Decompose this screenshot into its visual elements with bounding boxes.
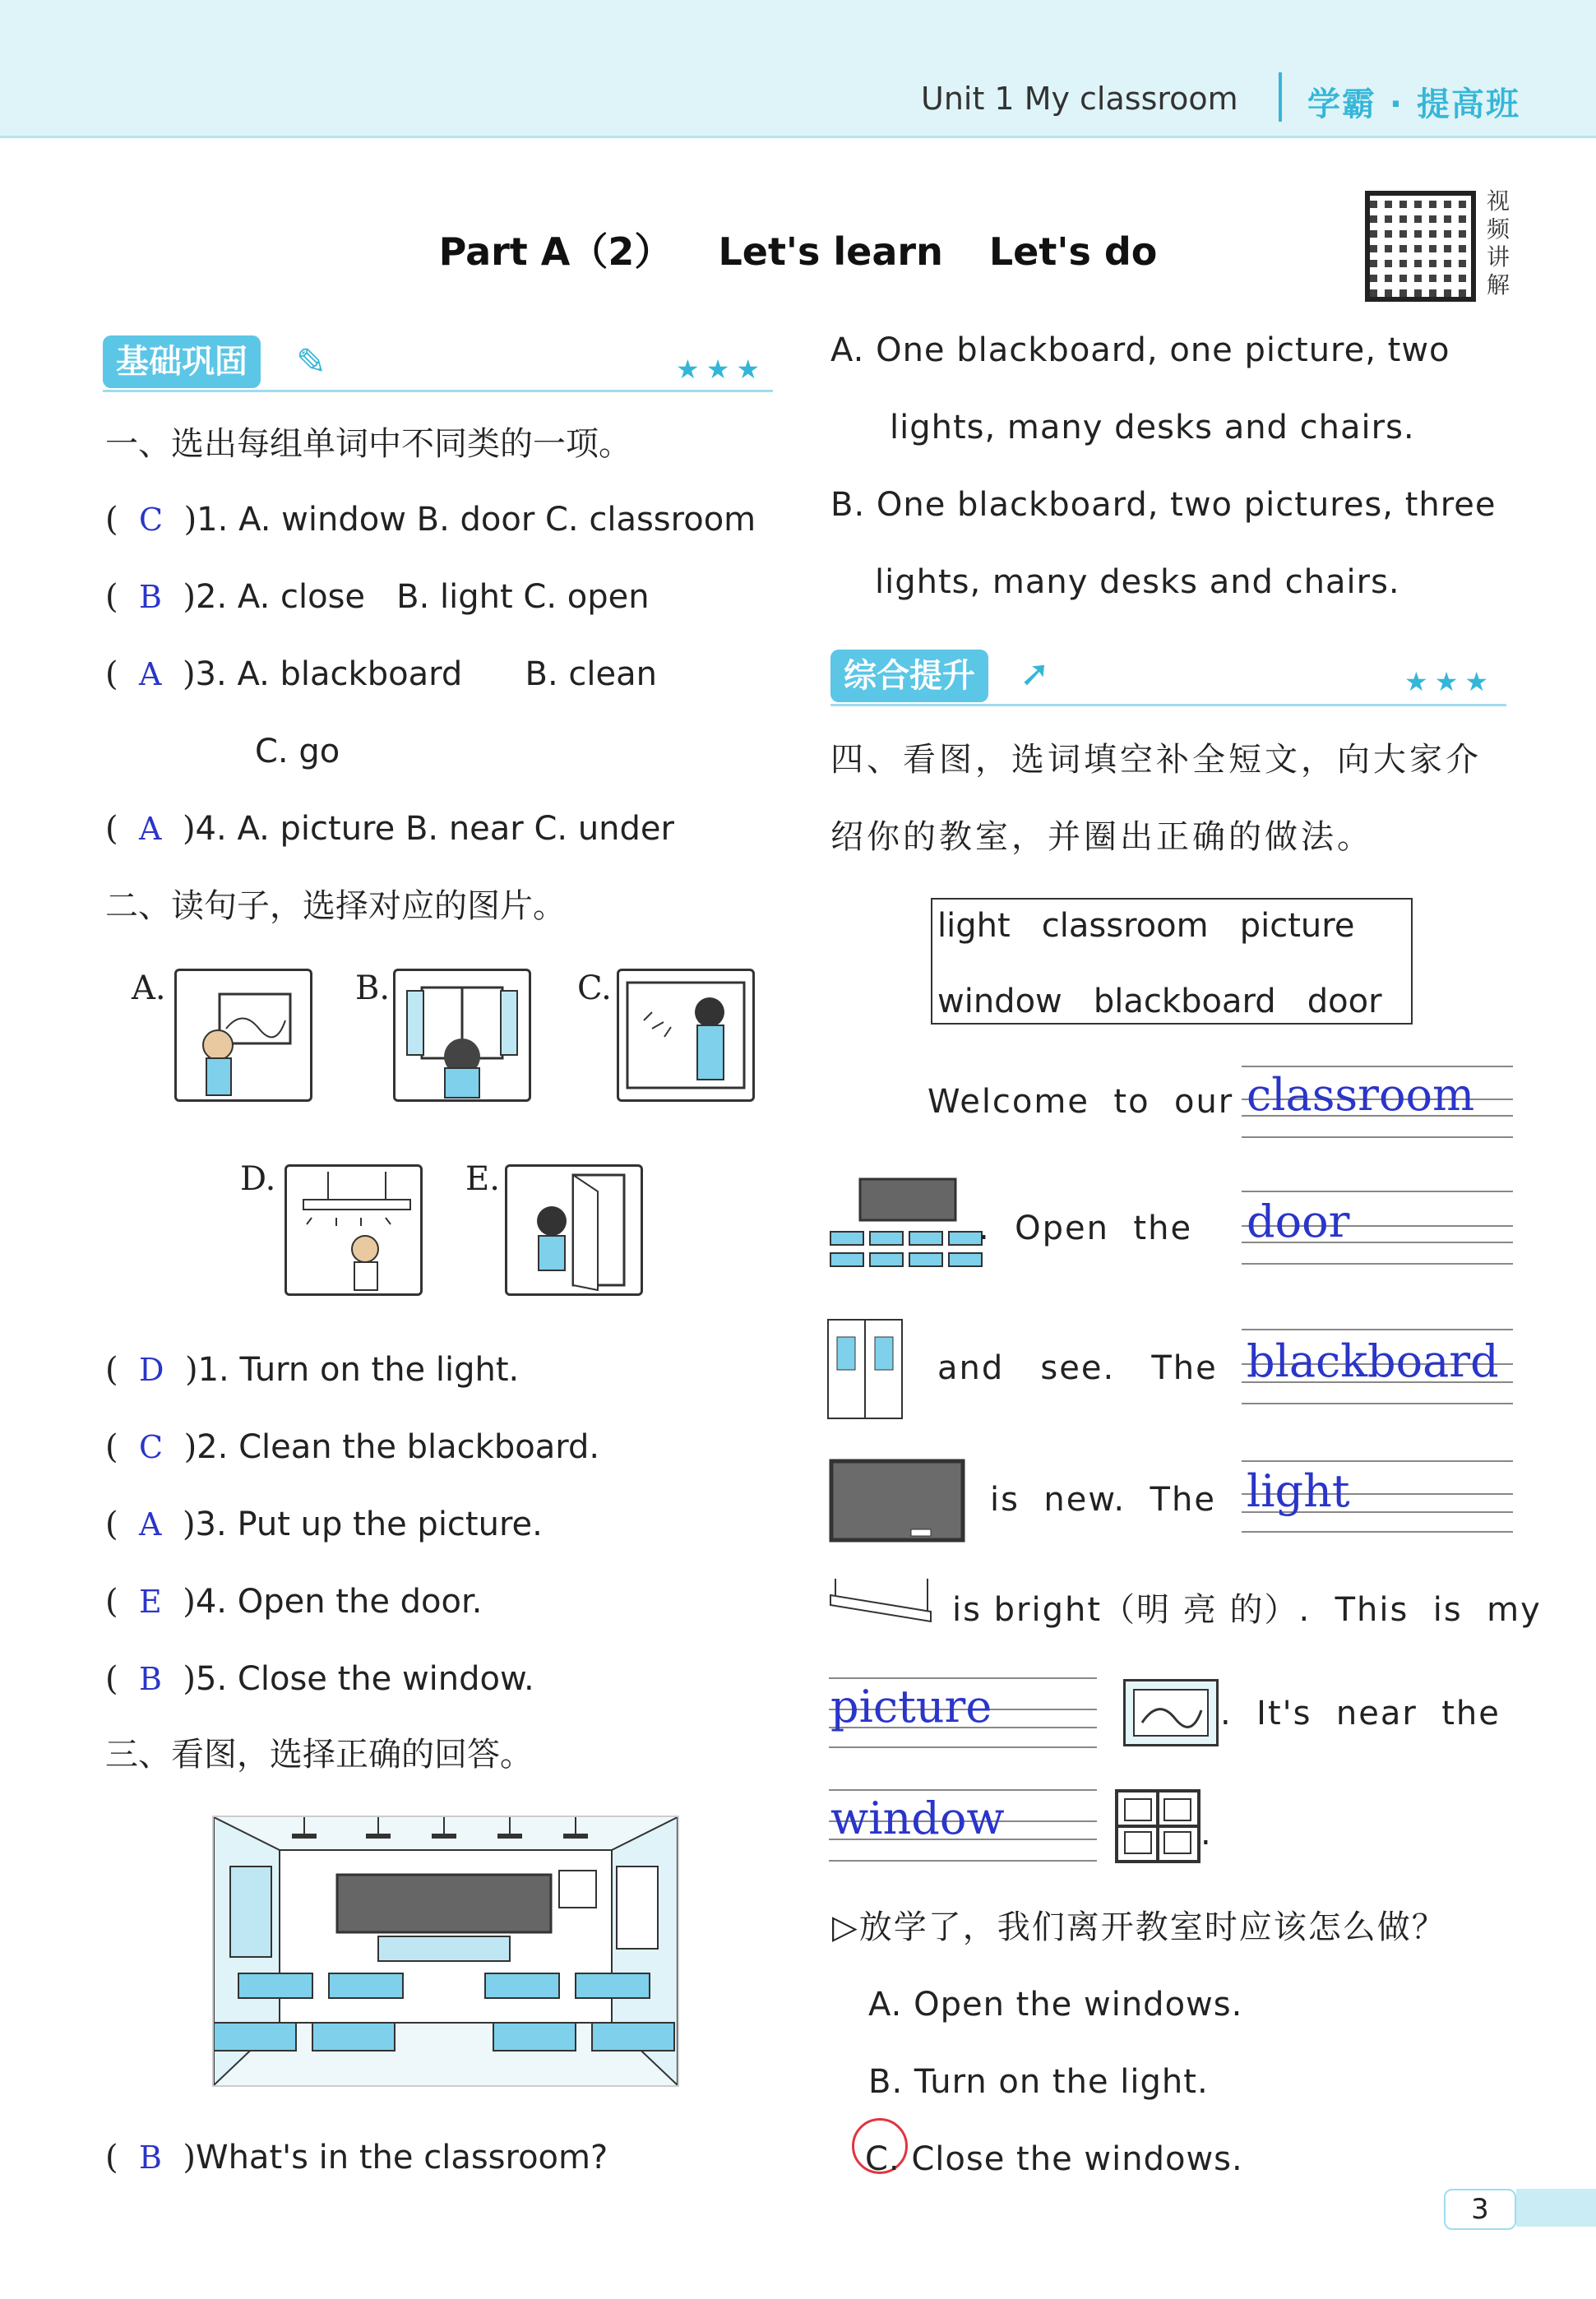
passage-text-5: is bright（明 亮 的）. This is my bbox=[952, 1591, 1542, 1629]
title-learn: Let's learn bbox=[718, 229, 943, 274]
option-c-text: Close the windows. bbox=[900, 2140, 1243, 2178]
writing-line bbox=[1242, 1460, 1513, 1462]
section-badge-basic: 基础巩固 bbox=[103, 335, 261, 388]
q1-item-2: ( B )2. A. close B. light C. open bbox=[105, 578, 650, 616]
passage-text-4: is new. The bbox=[990, 1481, 1216, 1519]
difficulty-stars: ★★★ bbox=[1404, 666, 1496, 697]
answer: C bbox=[139, 502, 164, 538]
blackboard-icon bbox=[829, 1459, 965, 1544]
passage-text-6: . It's near the bbox=[1220, 1695, 1501, 1732]
picture-clean-blackboard bbox=[617, 969, 755, 1102]
answer: D bbox=[139, 1352, 164, 1388]
rocket-icon: ➚ bbox=[1020, 653, 1050, 695]
answer-blank-5[interactable]: picture bbox=[830, 1681, 992, 1732]
section-divider bbox=[830, 704, 1506, 706]
pic-label-c: C. bbox=[577, 969, 612, 1007]
light-icon bbox=[827, 1579, 936, 1628]
answer: B bbox=[139, 579, 162, 615]
q3-heading: 三、看图，选择正确的回答。 bbox=[105, 1736, 533, 1774]
word-bank-row-2: window blackboard door bbox=[937, 983, 1382, 1020]
q2-item-1: ( D )1. Turn on the light. bbox=[105, 1351, 520, 1389]
page-number: 3 bbox=[1444, 2189, 1516, 2230]
difficulty-stars: ★★★ bbox=[676, 354, 767, 385]
brand-logo: 学霸 · 提高班 bbox=[1307, 86, 1521, 123]
q3-question: ( B )What's in the classroom? bbox=[105, 2139, 608, 2176]
picture-turn-on-light bbox=[285, 1164, 423, 1296]
pic-label-a: A. bbox=[132, 969, 166, 1007]
answer-blank-4[interactable]: light bbox=[1247, 1465, 1350, 1517]
q1-heading: 一、选出每组单词中不同类的一项。 bbox=[105, 425, 631, 463]
writing-line bbox=[1242, 1531, 1513, 1533]
writing-line bbox=[1242, 1403, 1513, 1404]
pic-label-e: E. bbox=[465, 1160, 500, 1198]
door-icon bbox=[827, 1319, 903, 1419]
q2-item-3: ( A )3. Put up the picture. bbox=[105, 1506, 543, 1543]
qr-label: 视频讲解 bbox=[1487, 187, 1510, 298]
q1-item-4: ( A )4. A. picture B. near C. under bbox=[105, 810, 674, 848]
q2-item-5: ( B )5. Close the window. bbox=[105, 1660, 534, 1698]
q3-option-a-line2: lights, many desks and chairs. bbox=[890, 409, 1415, 446]
q4-option-a[interactable]: A. Open the windows. bbox=[868, 1986, 1243, 2024]
writing-line bbox=[829, 1746, 1097, 1748]
q4-prompt: ▷放学了，我们离开教室时应该怎么做？ bbox=[832, 1908, 1446, 1946]
answer: A bbox=[139, 656, 162, 692]
writing-line bbox=[1242, 1136, 1513, 1138]
q4-option-c[interactable] bbox=[865, 2139, 1243, 2179]
title-part: Part A（2） bbox=[438, 229, 673, 274]
title-do: Let's do bbox=[988, 229, 1158, 274]
answer: A bbox=[139, 1506, 162, 1543]
q3-option-b-line2: lights, many desks and chairs. bbox=[875, 563, 1400, 601]
answer: C bbox=[139, 1429, 164, 1465]
writing-line bbox=[829, 1677, 1097, 1679]
writing-line bbox=[829, 1789, 1097, 1791]
section-badge-advanced: 综合提升 bbox=[830, 650, 988, 702]
q2-item-4: ( E )4. Open the door. bbox=[105, 1583, 483, 1621]
q4-option-b[interactable]: B. Turn on the light. bbox=[868, 2063, 1209, 2101]
answer: E bbox=[139, 1584, 162, 1620]
passage-text-2: . Open the bbox=[978, 1210, 1193, 1247]
pic-label-d: D. bbox=[240, 1160, 276, 1198]
pencil-icon: ✎ bbox=[296, 341, 326, 383]
q1-item-3-option-c: C. go bbox=[255, 733, 340, 770]
writing-line bbox=[1242, 1191, 1513, 1192]
page-header bbox=[0, 0, 1596, 138]
word-bank-row-1: light classroom picture bbox=[937, 907, 1355, 945]
option-c-letter: C. bbox=[865, 2140, 900, 2178]
classroom-illustration bbox=[212, 1816, 679, 2087]
window-icon bbox=[1115, 1789, 1200, 1863]
picture-hang-picture bbox=[174, 969, 312, 1102]
writing-line bbox=[829, 1860, 1097, 1862]
answer-blank-1[interactable]: classroom bbox=[1247, 1069, 1475, 1121]
arrow-icon bbox=[1279, 72, 1282, 122]
picture-open-door bbox=[505, 1164, 643, 1296]
answer-blank-2[interactable]: door bbox=[1247, 1196, 1350, 1247]
passage-text-7: . bbox=[1200, 1815, 1211, 1853]
answer: A bbox=[139, 811, 162, 847]
pic-label-b: B. bbox=[355, 969, 391, 1007]
q1-item-1: ( C )1. A. window B. door C. classroom bbox=[105, 501, 756, 539]
q1-item-3: ( A )3. A. blackboard B. clean bbox=[105, 655, 657, 693]
writing-line bbox=[1242, 1066, 1513, 1067]
picture-frame-icon bbox=[1123, 1679, 1219, 1746]
classroom-desks-icon bbox=[827, 1177, 988, 1276]
passage-text-1: Welcome to our bbox=[928, 1083, 1234, 1121]
page-tab bbox=[1516, 2189, 1596, 2227]
writing-line bbox=[1242, 1329, 1513, 1330]
q4-heading-line2: 绍你的教室，并圈出正确的做法。 bbox=[830, 818, 1373, 856]
passage-text-3: and see. The bbox=[937, 1349, 1218, 1387]
q3-option-b-line1: B. One blackboard, two pictures, three bbox=[830, 486, 1497, 524]
answer-blank-3[interactable]: blackboard bbox=[1247, 1335, 1499, 1387]
unit-title: Unit 1 My classroom bbox=[921, 81, 1238, 117]
q2-item-2: ( C )2. Clean the blackboard. bbox=[105, 1428, 600, 1466]
answer: B bbox=[139, 1661, 162, 1697]
answer-blank-6[interactable]: window bbox=[830, 1792, 1005, 1844]
writing-line bbox=[1242, 1263, 1513, 1265]
q4-heading-line1: 四、看图，选词填空补全短文，向大家介 bbox=[830, 741, 1482, 779]
section-divider bbox=[103, 390, 773, 392]
q3-option-a-line1: A. One blackboard, one picture, two bbox=[830, 331, 1450, 369]
answer: B bbox=[139, 2139, 162, 2176]
page-title bbox=[0, 222, 1596, 276]
picture-close-window bbox=[393, 969, 531, 1102]
word-bank bbox=[931, 898, 1413, 1025]
qr-code-icon[interactable] bbox=[1365, 191, 1476, 302]
q2-heading: 二、读句子，选择对应的图片。 bbox=[105, 887, 566, 925]
